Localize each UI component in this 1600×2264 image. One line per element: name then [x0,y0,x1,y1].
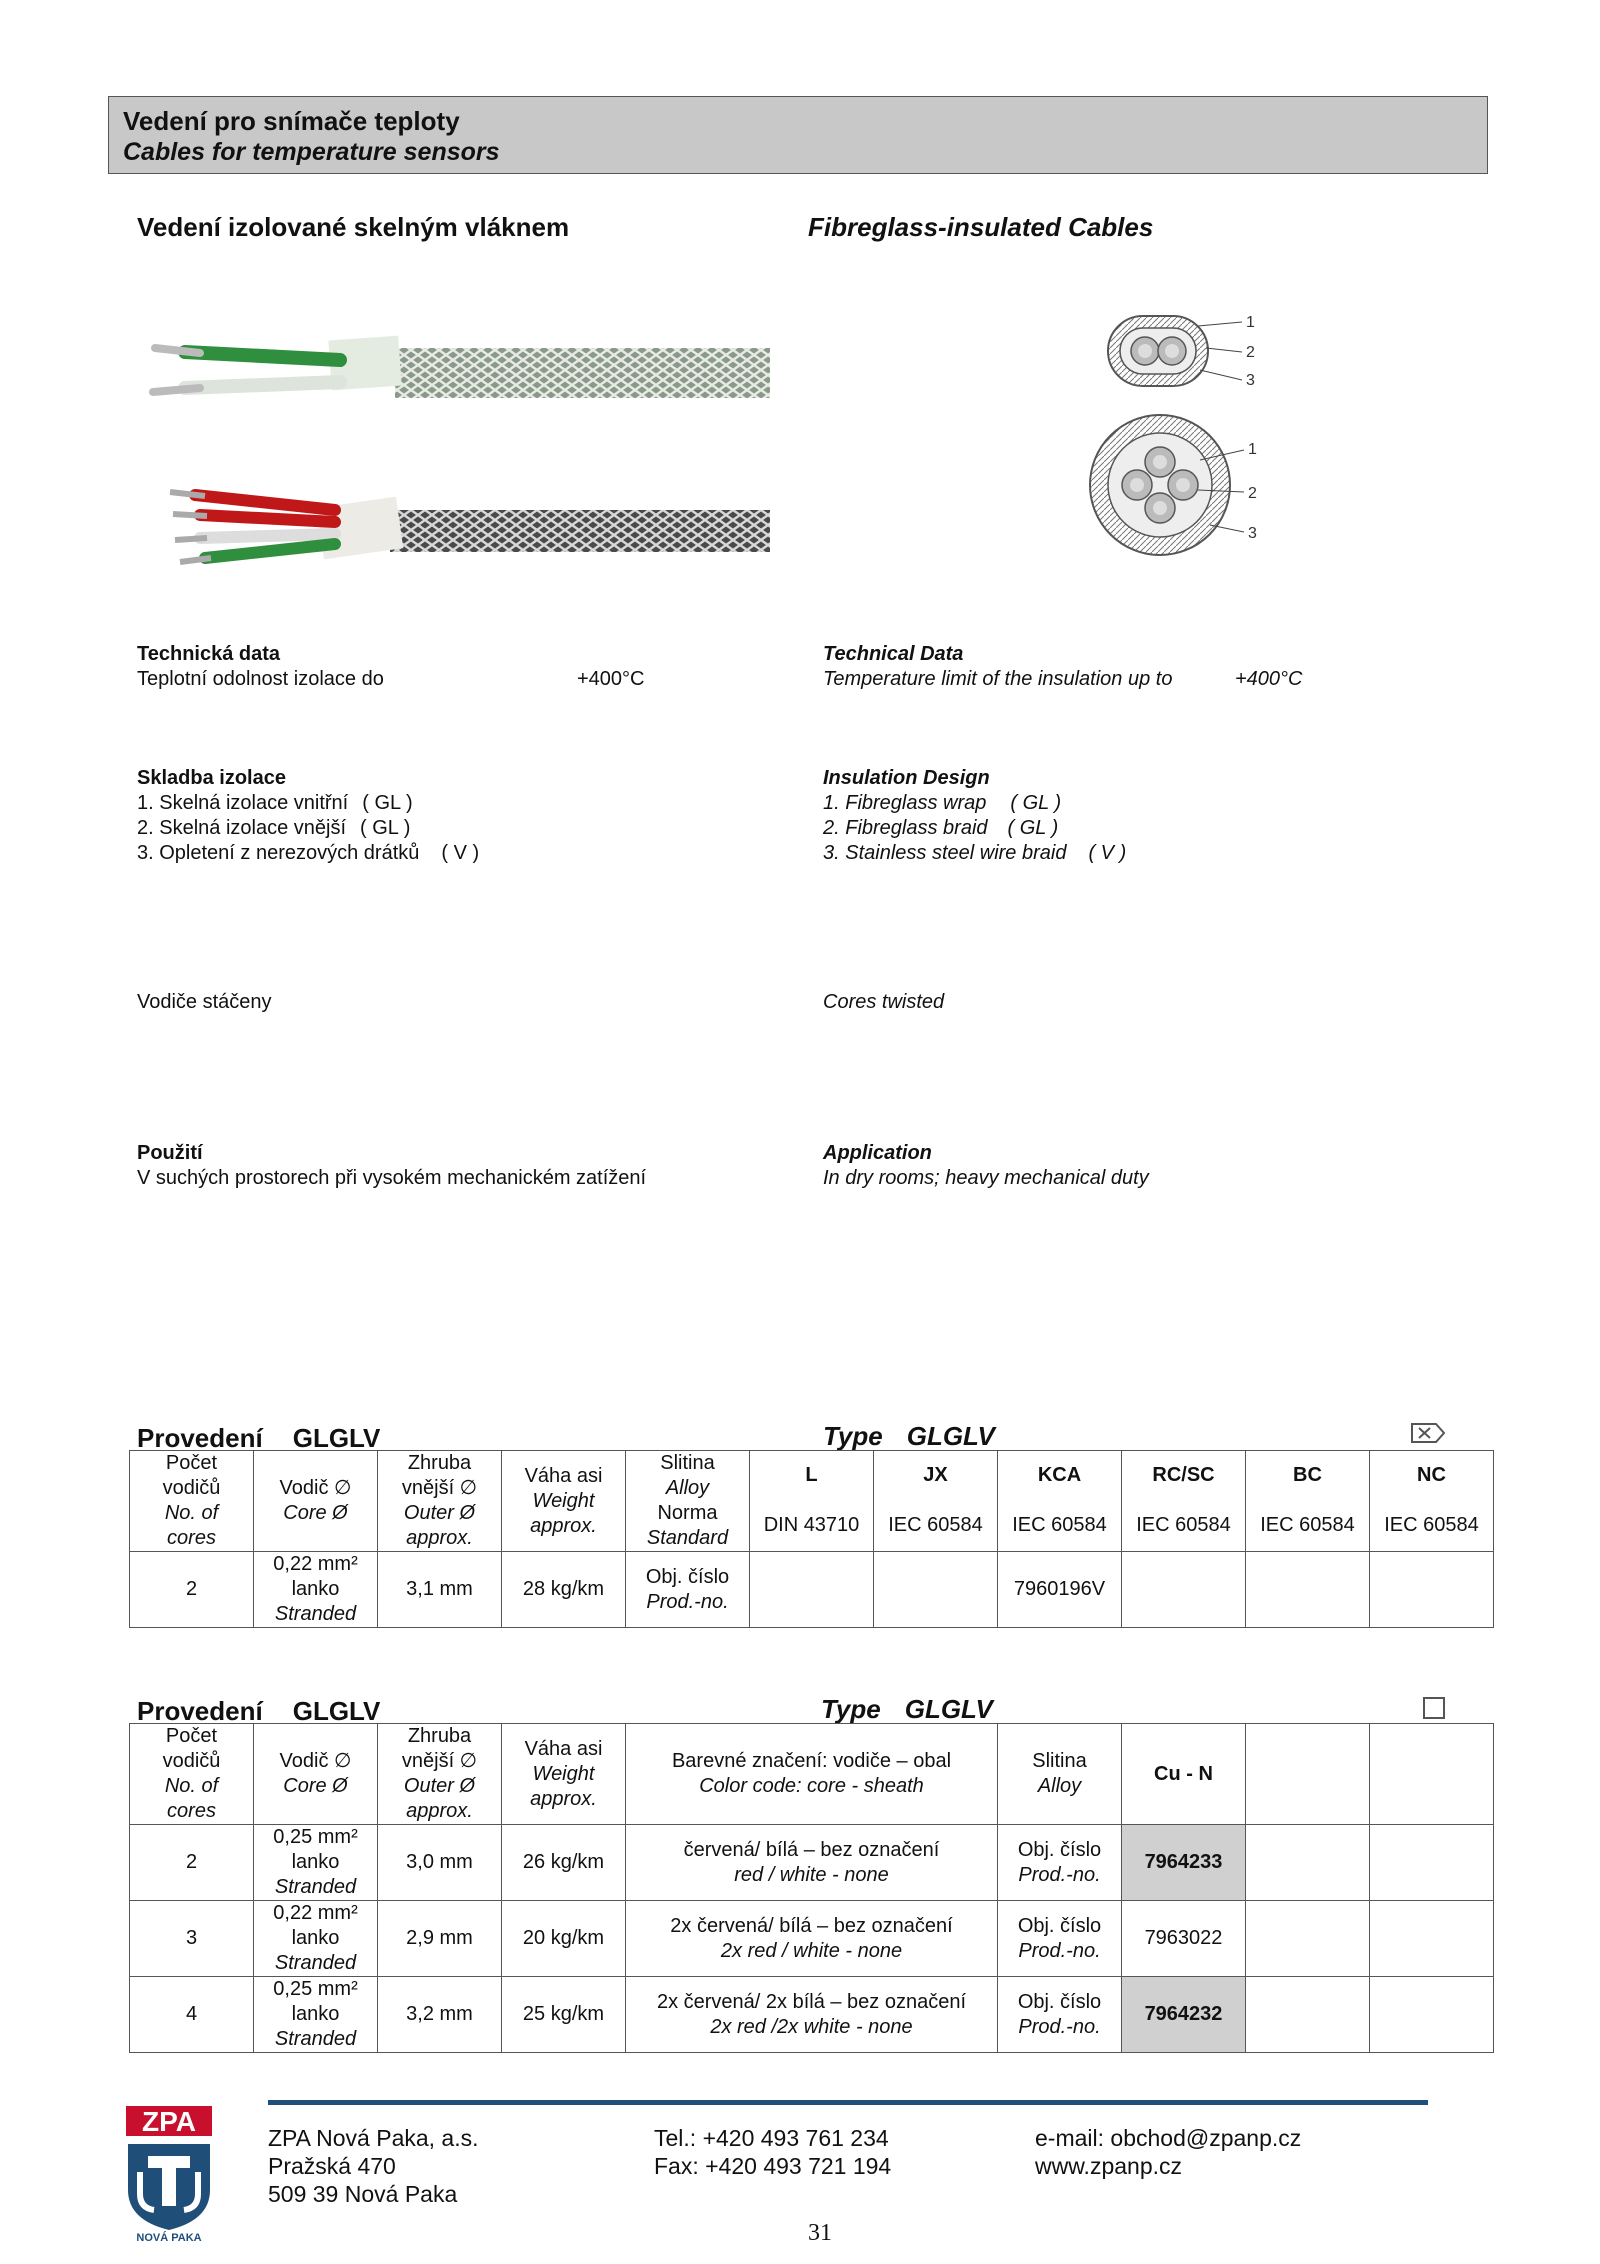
table1-head-core: Vodič ∅ Core Ø [254,1451,378,1552]
table1-cell-count: 2 [130,1552,254,1628]
checkbox-icon[interactable] [1423,1697,1445,1719]
table1-cell-core: 0,22 mm² lanko Stranded [254,1552,378,1628]
table2-cell-core: 0,22 mm² lanko Stranded [254,1901,378,1977]
subtitle-cz: Vedení izolované skelným vláknem [137,212,570,242]
table2-cell-color: 2x červená/ bílá – bez označení 2x red / white - none [626,1901,998,1977]
table1-type-bc: BC [1246,1451,1370,1501]
application-cz-text: V suchých prostorech při vysokém mechanickém zatížení [137,1167,647,1189]
header-title-en: Cables for temperature sensors [123,138,500,166]
table1-cell-weight: 28 kg/km [502,1552,626,1628]
table2-cell-empty [1246,1977,1370,2053]
table1-norm: IEC 60584 [1370,1501,1494,1552]
table2-cell-empty [1370,1977,1494,2053]
table1 [129,1450,1494,1628]
table1-norm: IEC 60584 [1246,1501,1370,1552]
table2-cell-weight: 26 kg/km [502,1825,626,1901]
technical-en-line: Temperature limit of the insulation up to [823,668,1173,690]
table2-cell-value: 7964233 [1122,1825,1246,1901]
table1-type-rcsc: RC/SC [1122,1451,1246,1501]
table2-cell-value: 7963022 [1122,1901,1246,1977]
header-title-cz: Vedení pro snímače teploty [123,106,460,136]
table1-type-nc: NC [1370,1451,1494,1501]
table1-cell-value [1122,1552,1246,1628]
table-row [130,1977,1494,2053]
table1-norm: DIN 43710 [750,1501,874,1552]
insulation-en-item: 3. Stainless steel wire braid ( V ) [823,842,1127,864]
table2-title-en: Type GLGLV [821,1694,993,1724]
table1-norm: IEC 60584 [874,1501,998,1552]
technical-en-heading: Technical Data [823,643,964,665]
table1-cell-outer: 3,1 mm [378,1552,502,1628]
table1-cell-value: 7960196V [998,1552,1122,1628]
footer-phone: Tel.: +420 493 761 234 Fax: +420 493 721 194 [654,2125,892,2179]
table2-cell-weight: 20 kg/km [502,1901,626,1977]
table2-cell-core: 0,25 mm² lanko Stranded [254,1825,378,1901]
table2-head-count: Počet vodičů No. of cores [130,1724,254,1825]
insulation-en-item: 2. Fibreglass braid ( GL ) [823,817,1059,839]
table1-type-jx: JX [874,1451,998,1501]
table-row [130,1901,1494,1977]
diagram-top-label-2: 2 [1246,344,1255,361]
table2-cell-outer: 3,0 mm [378,1825,502,1901]
table-row [130,1552,1494,1628]
application-cz [137,1141,777,1191]
table2-cell-prod: Obj. číslo Prod.-no. [998,1901,1122,1977]
table1-title-en: Type GLGLV [823,1421,995,1451]
subtitle-en: Fibreglass-insulated Cables [808,212,1154,242]
table1-cell-value [874,1552,998,1628]
table1-head-alloy: Slitina Alloy Norma Standard [626,1451,750,1552]
table2-head-empty [1246,1724,1370,1825]
insulation-cz-heading: Skladba izolace [137,767,286,789]
table2-cell-count: 3 [130,1901,254,1977]
technical-cz-heading: Technická data [137,643,281,665]
website-link[interactable]: www.zpanp.cz [1035,2153,1183,2179]
table2-head-alloy: Slitina Alloy [998,1724,1122,1825]
table1-type-l: L [750,1451,874,1501]
table2-cell-empty [1370,1825,1494,1901]
table2-title-cz: Provedení GLGLV [137,1696,381,1726]
table2-head-core: Vodič ∅ Core Ø [254,1724,378,1825]
table1-head-outer: Zhruba vnější ∅ Outer Ø approx. [378,1451,502,1552]
table2-cell-outer: 3,2 mm [378,1977,502,2053]
table1-cell-value [1370,1552,1494,1628]
application-en-heading: Application [823,1142,932,1164]
footer-rule [268,2100,1428,2105]
table2-cell-outer: 2,9 mm [378,1901,502,1977]
table1-cell-value [750,1552,874,1628]
insulation-en [823,766,1443,866]
table1-head-weight: Váha asi Weight approx. [502,1451,626,1552]
table1-head-count: Počet vodičů No. of cores [130,1451,254,1552]
table2-cell-count: 2 [130,1825,254,1901]
insulation-cz [137,766,757,866]
svg-text:NOVÁ PAKA: NOVÁ PAKA [136,2232,202,2242]
application-cz-heading: Použití [137,1142,203,1164]
insulation-cz-item: 1. Skelná izolace vnitřní ( GL ) [137,792,413,814]
table-row [130,1825,1494,1901]
insulation-en-heading: Insulation Design [823,767,990,789]
table1-norm: IEC 60584 [998,1501,1122,1552]
table1-type-kca: KCA [998,1451,1122,1501]
page-header [108,96,1488,174]
footer-contact [1035,2124,1301,2180]
table2-cell-empty [1370,1901,1494,1977]
table2-cell-color: 2x červená/ 2x bílá – bez označení 2x red /2x white - none [626,1977,998,2053]
table2-cell-core: 0,25 mm² lanko Stranded [254,1977,378,2053]
table2-head-type: Cu - N [1122,1724,1246,1825]
diagram-bottom-label-2: 2 [1248,485,1257,502]
technical-en [823,642,1443,692]
diagram-top-label-3: 3 [1246,372,1255,389]
table2-cell-weight: 25 kg/km [502,1977,626,2053]
application-en [823,1141,1463,1191]
zpa-logo [124,2102,214,2242]
table2-cell-count: 4 [130,1977,254,2053]
table2-cell-empty [1246,1901,1370,1977]
cross-section-diagram [1080,300,1280,570]
technical-en-value: +400°C [1235,668,1303,690]
table2-cell-empty [1246,1825,1370,1901]
cores-en: Cores twisted [823,991,945,1013]
table2-cell-color: červená/ bílá – bez označení red / white - none [626,1825,998,1901]
diagram-top-label-1: 1 [1246,314,1255,331]
table1-title-cz: Provedení GLGLV [137,1423,381,1453]
email-link[interactable]: e-mail: obchod@zpanp.cz [1035,2125,1302,2151]
insulation-en-item: 1. Fibreglass wrap ( GL ) [823,792,1062,814]
technical-cz-line: Teplotní odolnost izolace do [137,668,384,690]
table1-cell-prod: Obj. číslo Prod.-no. [626,1552,750,1628]
page-number: 31 [808,2220,832,2246]
table2-cell-prod: Obj. číslo Prod.-no. [998,1977,1122,2053]
diagram-bottom-label-3: 3 [1248,525,1257,542]
table1-norm: IEC 60584 [1122,1501,1246,1552]
svg-text:ZPA: ZPA [142,2106,196,2137]
table2-head-outer: Zhruba vnější ∅ Outer Ø approx. [378,1724,502,1825]
table1-cell-value [1246,1552,1370,1628]
application-en-text: In dry rooms; heavy mechanical duty [823,1167,1149,1189]
cable-photo [145,290,770,590]
cores-cz: Vodiče stáčeny [137,991,272,1013]
table2-head-weight: Váha asi Weight approx. [502,1724,626,1825]
technical-cz [137,642,757,692]
footer-address: ZPA Nová Paka, a.s. Pražská 470 509 39 Nová Paka [268,2125,479,2207]
table2-head-empty [1370,1724,1494,1825]
table2-cell-prod: Obj. číslo Prod.-no. [998,1825,1122,1901]
table2 [129,1723,1494,2053]
technical-cz-value: +400°C [577,668,645,690]
crossed-tag-icon [1410,1421,1446,1445]
table2-cell-value: 7964232 [1122,1977,1246,2053]
table2-head-color: Barevné značení: vodiče – obal Color code: core - sheath [626,1724,998,1825]
insulation-cz-item: 2. Skelná izolace vnější ( GL ) [137,817,411,839]
diagram-bottom-label-1: 1 [1248,441,1257,458]
insulation-cz-item: 3. Opletení z nerezových drátků ( V ) [137,842,480,864]
